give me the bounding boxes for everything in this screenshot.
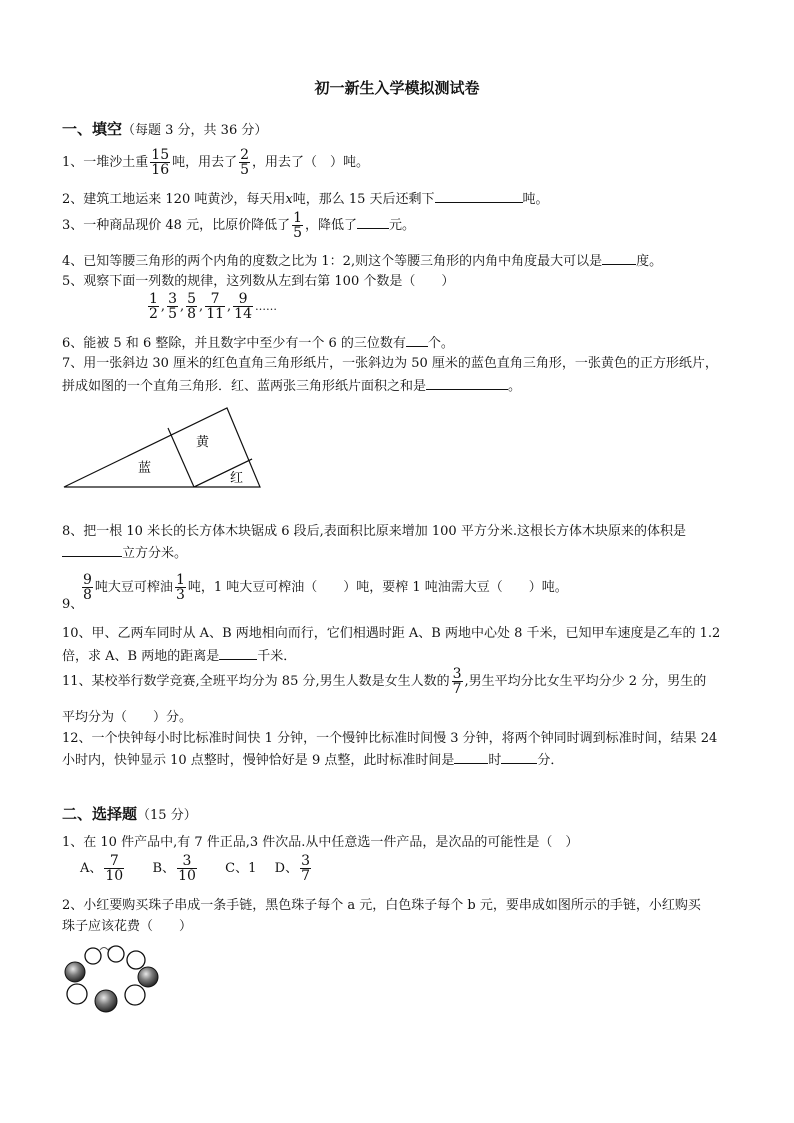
option-a-label: A、 [80,861,103,876]
question-3 [62,211,415,240]
question-10-text-b: 倍，求 A、B 两地的距离是 [62,649,220,664]
question-12-text-c: 时 [488,753,502,768]
fraction-numerator: 9 [83,572,92,588]
fraction-3-7 [300,854,311,883]
question-11-text-c: 平均分为（ ）分。 [62,710,193,725]
option-d[interactable] [274,853,313,884]
sequence-term-1 [148,292,159,321]
question-8-line-1 [62,523,686,541]
option-b-label: B、 [152,861,176,876]
square-left-edge [168,428,194,487]
answer-blank[interactable] [62,544,122,557]
fraction-numerator: 7 [104,854,124,869]
choice-question-2-text-a: 2、小红要购买珠子串成一条手链，黑色珠子每个 a 元，白色珠子每个 b 元，要串成如图所示的手链，小红购买 [62,898,701,913]
question-2-text-c: 吨。 [522,192,549,207]
option-a[interactable] [80,853,126,884]
fraction-denominator: 16 [151,162,170,178]
fraction-numerator: 1 [149,291,158,307]
question-9 [80,573,568,602]
question-11-line-1 [62,667,706,696]
answer-blank[interactable] [435,190,523,203]
question-4-text-b: 度。 [636,254,663,269]
fraction-numerator: 5 [187,291,197,307]
question-6-text-a: 6、能被 5 和 6 整除，并且数字中至少有一个 6 的三位数有 [62,336,406,351]
question-3-text-a: 3、一种商品现价 48 元，比原价降低了 [62,218,291,233]
answer-blank[interactable] [602,252,636,265]
sequence-term-2 [167,292,178,321]
question-7-line-2 [62,377,521,396]
question-2-text-a: 2、建筑工地运来 120 吨黄沙，每天用 [62,192,286,207]
sequence-separator: , [199,299,204,314]
question-9-text-b: 吨，1 吨大豆可榨油（ ）吨，要榨 1 吨油需大豆（ ）吨。 [187,580,568,595]
fraction-numerator: 1 [293,210,302,226]
fraction-numerator: 15 [151,147,170,163]
question-9-text-a: 吨大豆可榨油 [94,580,173,595]
label-red: 红 [230,471,244,486]
choice-question-1 [62,834,578,852]
section-1-title: 一、填空 [62,120,123,138]
label-blue: 蓝 [138,461,152,476]
white-bead-icon [85,948,101,964]
question-10-line-2 [62,647,296,666]
fraction-denominator: 5 [168,306,177,322]
guide [180,432,246,454]
white-bead-icon [127,951,145,969]
section-2-heading [62,803,197,824]
question-7-line-1 [62,355,718,373]
question-12-text-a: 12、一个快钟每小时比标准时间快 1 分钟，一个慢钟比标准时间慢 3 分钟，将两个钟同时调到标准时间，结果 24 [62,731,718,746]
fraction-denominator: 3 [175,587,185,603]
question-7-text-a: 7、用一张斜边 30 厘米的红色直角三角形纸片，一张斜边为 50 厘米的蓝色直角三角形，一张黄色的正方形纸片， [62,356,718,371]
white-bead-icon [108,946,124,962]
fraction-denominator: 8 [83,587,92,603]
sequence-term-3 [186,292,197,321]
question-1-text-b: 吨，用去了 [172,155,238,170]
question-2-text-b: 吨，那么 15 天后还剩下 [292,192,435,207]
question-6 [62,334,454,353]
question-12-text-b: 小时内，快钟显示 10 点整时，慢钟恰好是 9 点整，此时标准时间是 [62,753,455,768]
choice-question-2-line-2 [62,918,192,936]
number-sequence [146,292,277,321]
question-11-text-b: ,男生平均分比女生平均分少 2 分，男生的 [464,674,707,689]
fraction-15-16 [150,148,170,177]
question-1-text-a: 1、一堆沙土重 [62,155,149,170]
question-9-number: 9、 [62,597,84,612]
fraction-1-5 [292,211,303,240]
variable-x: x [285,192,293,207]
fraction-numerator: 2 [240,147,250,163]
section-2-note: （15 分） [137,808,197,823]
answer-blank[interactable] [426,377,508,390]
sequence-ellipsis: …… [254,300,277,313]
fraction-numerator: 1 [175,572,185,588]
question-10-text-c: 千米． [257,649,297,664]
fraction-numerator: 3 [301,853,311,869]
page-title: 初一新生入学模拟测试卷 [314,79,480,97]
question-12-line-2 [62,751,563,770]
question-8-text-b: 立方分米。 [122,546,188,561]
sequence-separator: , [227,299,232,314]
question-8-line-2 [62,544,187,563]
label-yellow: 黄 [196,435,210,450]
question-11-line-2 [62,709,192,727]
section-1-heading [62,118,267,139]
question-5 [62,273,454,291]
section-2-title: 二、选择题 [62,805,138,823]
sequence-separator: , [160,299,166,314]
question-1 [62,148,369,177]
question-5-text: 5、观察下面一列数的规律，这列数从左到右第 100 个数是（ ） [62,274,455,289]
black-bead-icon [138,967,158,987]
fraction-denominator: 5 [293,225,302,241]
fraction-numerator: 7 [205,292,225,307]
bracelet-figure [60,942,166,1014]
question-4 [62,252,662,271]
fraction-3-7 [452,667,463,696]
choice-question-1-options [80,854,313,883]
black-bead-icon [95,990,117,1012]
fraction-denominator: 5 [240,162,250,178]
option-b[interactable] [152,853,199,884]
option-d-label: D、 [274,861,299,876]
question-10-line-1 [62,625,720,643]
fraction-3-10 [177,854,197,883]
question-7-text-b: 拼成如图的一个直角三角形．红、蓝两张三角形纸片面积之和是 [62,379,427,394]
question-6-text-b: 个。 [427,336,454,351]
fraction-numerator: 3 [177,854,197,869]
square-edge [194,459,252,487]
fraction-denominator: 8 [187,306,197,322]
sequence-separator: , [179,299,185,314]
fraction-9-8 [82,573,93,602]
section-1-note: （每题 3 分，共 36 分） [122,123,268,138]
answer-blank-hour[interactable] [454,751,488,764]
question-12-line-1 [62,730,717,748]
choice-question-2-text-b: 珠子应该花费（ ） [62,919,193,934]
fraction-denominator: 7 [452,681,462,697]
question-8-text-a: 8、把一根 10 米长的长方体木块锯成 6 段后,表面积比原来增加 100 平方分米.这根长方体木块原来的体积是 [62,524,686,539]
question-12-text-d: 分． [537,753,564,768]
fraction-7-10 [104,854,124,883]
fraction-numerator: 9 [233,292,253,307]
fraction-denominator: 7 [301,868,311,884]
question-4-text-a: 4、已知等腰三角形的两个内角的度数之比为 1：2,则这个等腰三角形的内角中角度最大可以是 [62,254,603,269]
option-c[interactable]: C、1 [225,861,257,876]
choice-question-1-text: 1、在 10 件产品中,有 7 件正品,3 件次品.从中任意选一件产品，是次品的可能性是（ ） [62,835,579,850]
sequence-term-4 [205,292,225,321]
triangle-figure [60,402,266,494]
fraction-denominator: 10 [178,868,196,884]
question-10-text-a: 10、甲、乙两车同时从 A、B 两地相向而行，它们相遇时距 A、B 两地中心处 8 千米，已知甲车速度是乙车的 1.2 [62,626,721,641]
question-3-text-b: ，降低了 [305,218,358,233]
answer-blank[interactable] [357,216,389,229]
fraction-1-3 [175,573,186,602]
fraction-2-5 [239,148,250,177]
sequence-term-5 [233,292,253,321]
question-1-text-c: ，用去了（ ）吨。 [252,155,370,170]
black-bead-icon [65,962,85,982]
fraction-denominator: 14 [234,306,252,322]
fraction-numerator: 3 [168,291,177,307]
fraction-denominator: 10 [105,868,124,884]
fraction-numerator: 3 [452,666,462,682]
answer-blank-minute[interactable] [501,751,537,764]
question-2 [62,190,549,209]
white-bead-icon [125,985,145,1005]
answer-blank[interactable] [406,334,428,347]
question-7-text-c: 。 [508,379,522,394]
fraction-denominator: 2 [149,306,158,322]
answer-blank[interactable] [219,647,257,660]
fraction-denominator: 11 [206,306,225,322]
question-11-text-a: 11、某校举行数学竞赛,全班平均分为 85 分,男生人数是女生人数的 [62,674,450,689]
choice-question-2-line-1 [62,897,701,915]
white-bead-icon [67,984,87,1004]
question-3-text-c: 元。 [389,218,416,233]
